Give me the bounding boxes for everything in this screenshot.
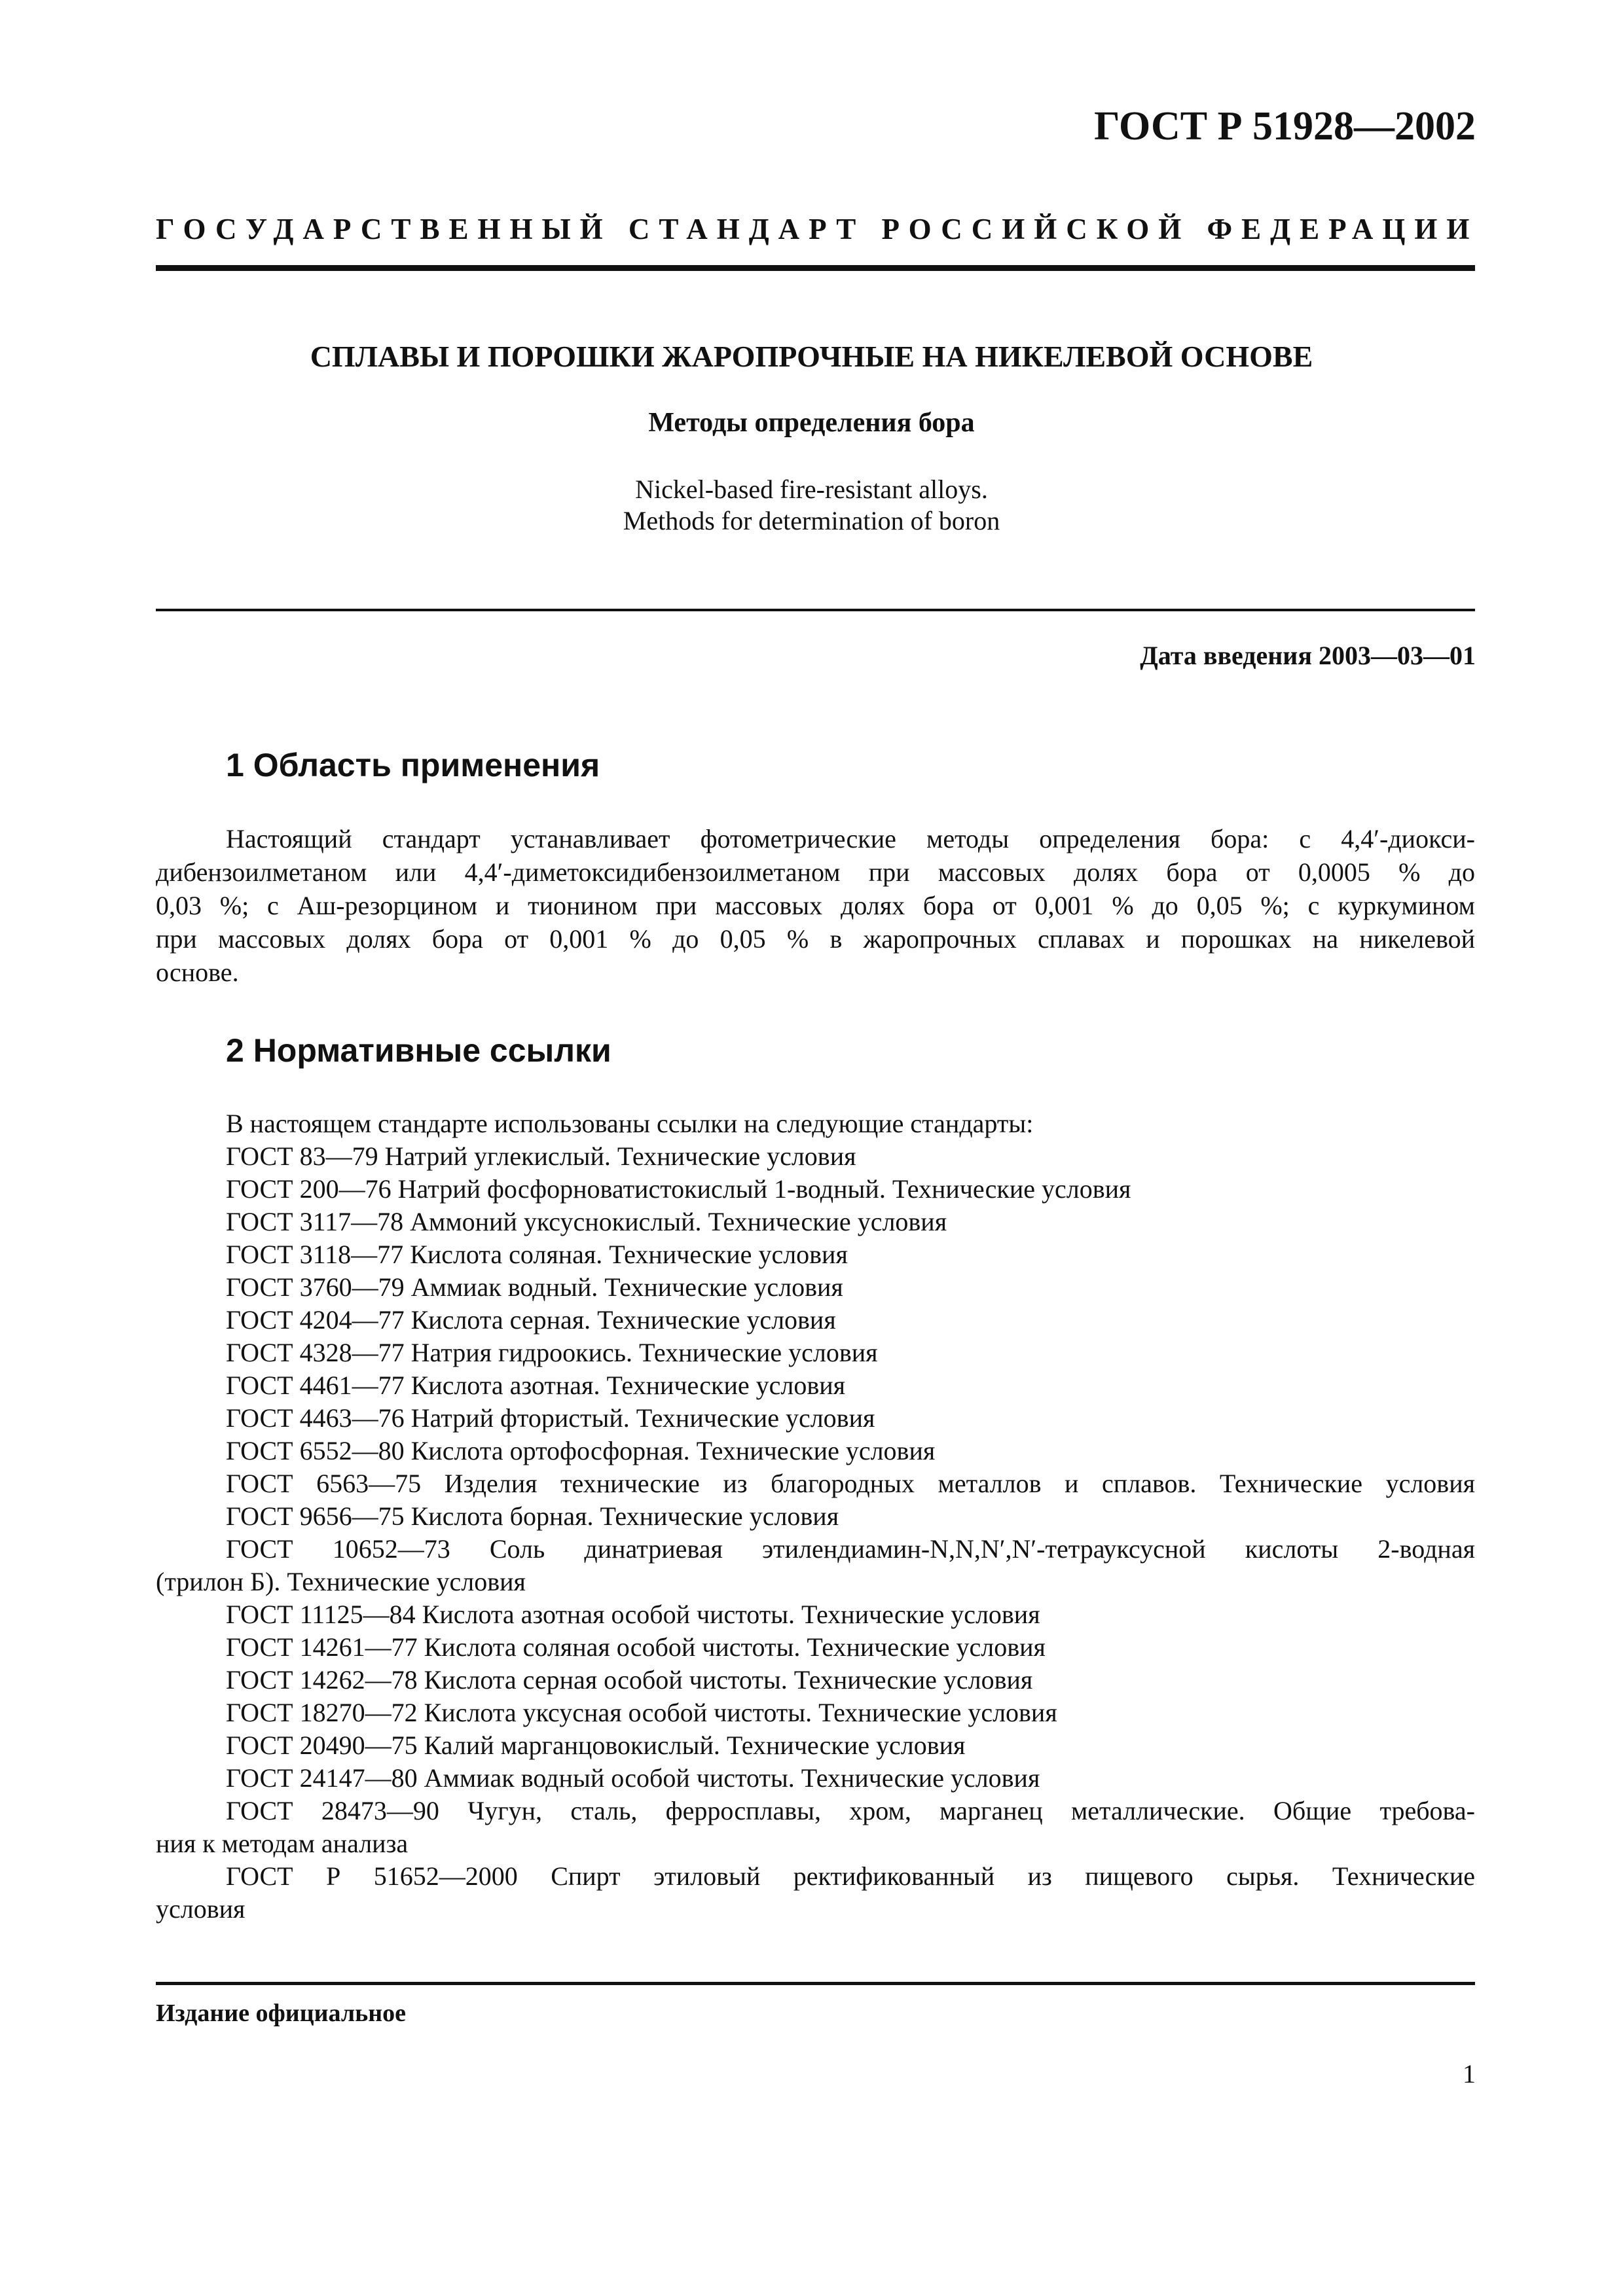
reference-line: ГОСТ 4328—77 Натрия гидроокись. Технические условия: [226, 1338, 878, 1367]
reference-line: ГОСТ 3118—77 Кислота соляная. Технические условия: [226, 1240, 848, 1269]
english-title-line-2: Methods for determination of boron: [623, 506, 1000, 535]
reference-line: ГОСТ 6563—75 Изделия технические из благородных металлов и сплавов. Технические условия: [226, 1469, 1475, 1498]
reference-line: ГОСТ 11125—84 Кислота азотная особой чистоты. Технические условия: [226, 1600, 1040, 1629]
section-1-line: Настоящий стандарт устанавливает фотометрические методы определения бора: с 4,4′-диокси-: [226, 824, 1475, 853]
reference-line: ГОСТ 4461—77 Кислота азотная. Технические условия: [226, 1371, 846, 1400]
reference-line: ГОСТ 14262—78 Кислота серная особой чистоты. Технические условия: [226, 1665, 1033, 1695]
section-2-heading: 2 Нормативные ссылки: [226, 1032, 611, 1069]
edition-label: Издание официальное: [156, 2000, 407, 2027]
reference-line: ГОСТ 28473—90 Чугун, сталь, ферросплавы, хром, марганец металлические. Общие требова-: [226, 1796, 1475, 1825]
section-1-heading: 1 Область применения: [226, 747, 600, 783]
reference-line: ГОСТ 4204—77 Кислота серная. Технические условия: [226, 1305, 836, 1335]
english-title-line-1: Nickel-based fire-resistant alloys.: [635, 475, 988, 504]
section-1-line: 0,03 %; с Аш-резорцином и тионином при массовых долях бора от 0,001 % до 0,05 %; с куркумином: [156, 891, 1475, 920]
title-divider: [156, 609, 1475, 611]
document-number: ГОСТ Р 51928—2002: [1094, 104, 1476, 149]
section-1-line: дибензоилметаном или 4,4′-диметоксидибензоилметаном при массовых долях бора от 0,0005 % до: [156, 857, 1475, 887]
reference-line: ГОСТ 20490—75 Калий марганцовокислый. Технические условия: [226, 1731, 966, 1760]
footer-divider: [156, 1982, 1475, 1985]
reference-line: ГОСТ 3117—78 Аммоний уксуснокислый. Технические условия: [226, 1207, 947, 1236]
reference-line: ГОСТ 18270—72 Кислота уксусная особой чистоты. Технические условия: [226, 1698, 1057, 1727]
reference-line: ГОСТ 3760—79 Аммиак водный. Технические условия: [226, 1272, 843, 1302]
page-number: 1: [1463, 2059, 1476, 2089]
section-1-line: при массовых долях бора от 0,001 % до 0,05 % в жаропрочных сплавах и порошках на никелевой: [156, 924, 1475, 954]
reference-line: ГОСТ 10652—73 Соль динатриевая этилендиамин-N,N,N′,N′-тетрауксусной кислоты 2-водная: [226, 1534, 1475, 1564]
reference-line: ГОСТ 200—76 Натрий фосфорноватистокислый 1-водный. Технические условия: [226, 1174, 1131, 1204]
reference-line: ГОСТ 9656—75 Кислота борная. Технические условия: [226, 1501, 839, 1531]
reference-line: ГОСТ 14261—77 Кислота соляная особой чистоты. Технические условия: [226, 1632, 1046, 1662]
reference-line: (трилон Б). Технические условия: [156, 1567, 526, 1596]
reference-line: ГОСТ 24147—80 Аммиак водный особой чистоты. Технические условия: [226, 1763, 1040, 1793]
document-title: СПЛАВЫ И ПОРОШКИ ЖАРОПРОЧНЫЕ НА НИКЕЛЕВОЙ ОСНОВЕ: [310, 340, 1313, 373]
reference-line: В настоящем стандарте использованы ссылки на следующие стандарты:: [226, 1109, 1034, 1138]
issuer-header: ГОСУДАРСТВЕННЫЙ СТАНДАРТ РОССИЙСКОЙ ФЕДЕРАЦИИ: [156, 213, 1479, 245]
reference-line: ния к методам анализа: [156, 1829, 409, 1858]
reference-line: условия: [156, 1894, 246, 1924]
reference-line: ГОСТ 83—79 Натрий углекислый. Технические условия: [226, 1141, 856, 1171]
reference-line: ГОСТ 4463—76 Натрий фтористый. Технические условия: [226, 1403, 875, 1433]
header-divider: [156, 265, 1475, 271]
section-1-line: основе.: [156, 958, 239, 987]
reference-line: ГОСТ Р 51652—2000 Спирт этиловый ректификованный из пищевого сырья. Технические: [226, 1861, 1475, 1891]
introduction-date: Дата введения 2003—03—01: [1140, 641, 1476, 670]
document-subtitle: Методы определения бора: [648, 408, 975, 438]
reference-line: ГОСТ 6552—80 Кислота ортофосфорная. Технические условия: [226, 1436, 936, 1465]
